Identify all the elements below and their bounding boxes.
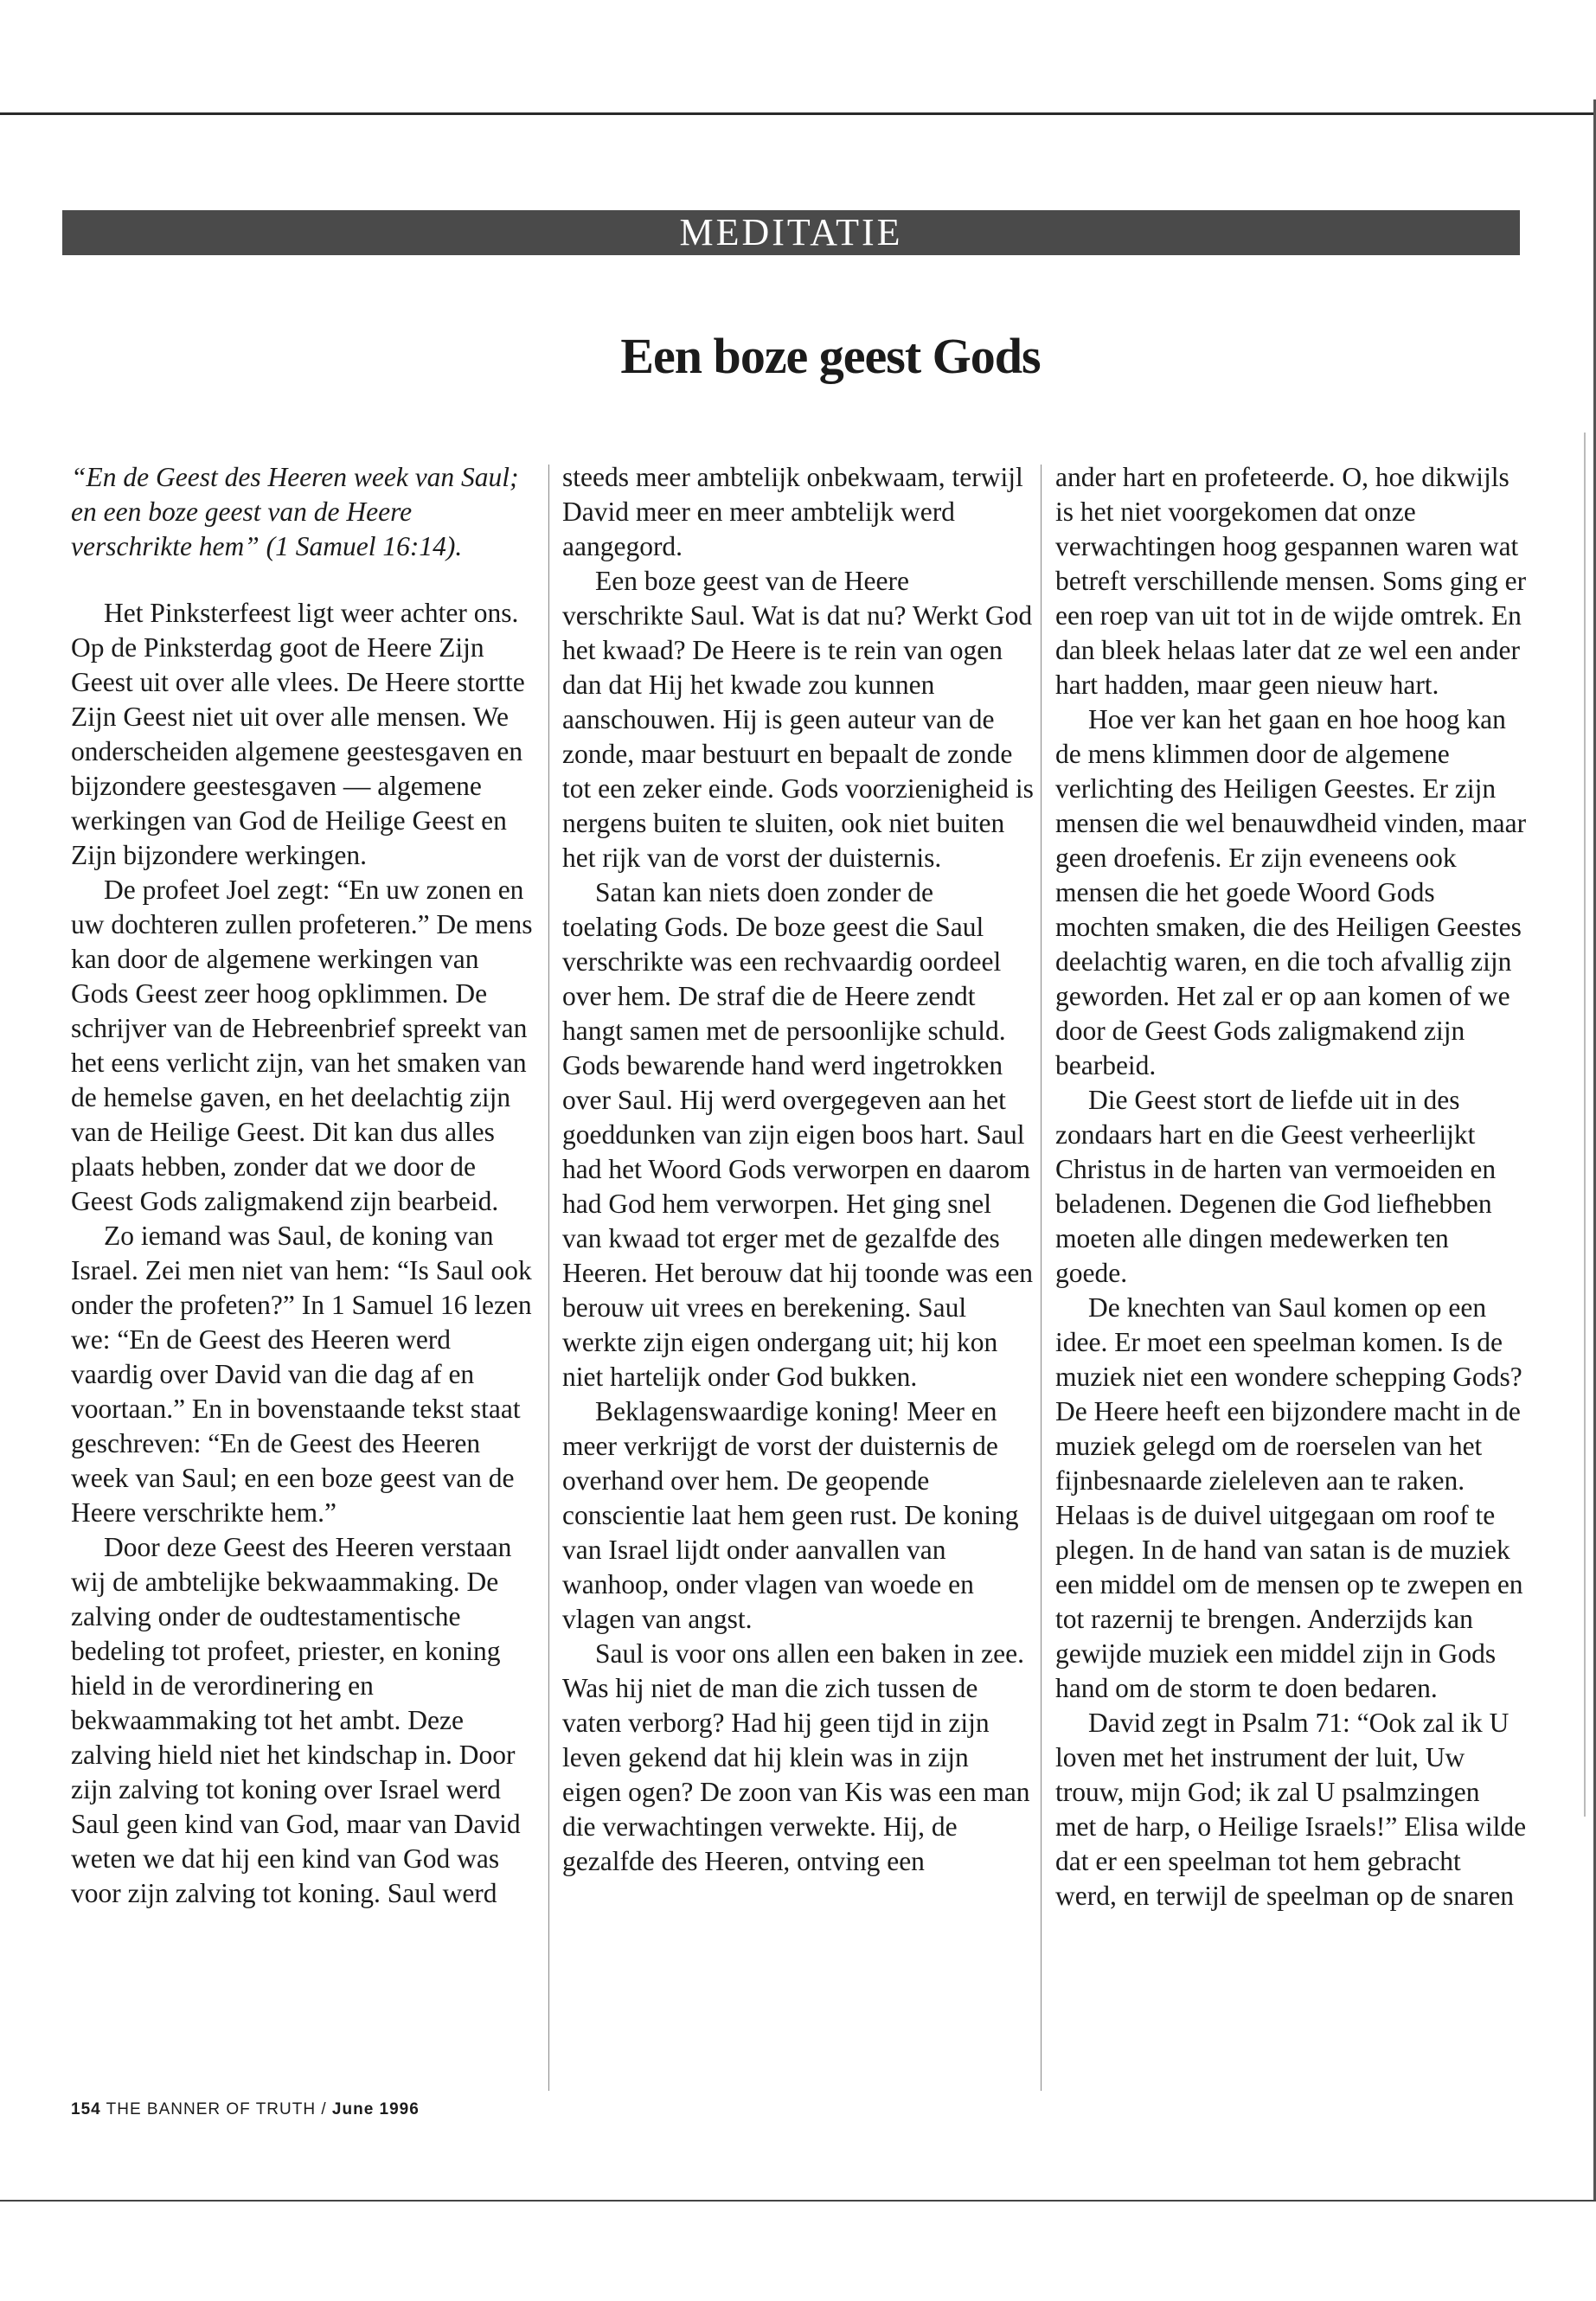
paragraph: Het Pinksterfeest ligt weer achter ons. Op de Pinksterdag goot de Heere Zijn Geest uit over alle vlees. De Heere stortte Zijn Geest niet uit over alle mensen. We onderscheiden algemene geestesgaven en bijzondere geestesgaven — algemene werkingen van God de Heilige Geest en Zijn bijzondere werkingen. — [71, 598, 525, 870]
bottom-rule — [0, 2200, 1596, 2202]
column-2 — [562, 460, 1034, 1879]
paragraph: Satan kan niets doen zonder de toelating Gods. De boze geest die Saul verschrikte was een rechvaardig oordeel over hem. De straf die de Heere zendt hangt samen met de persoonlijke schuld. Gods bewarende hand werd ingetrokken over Saul. Hij werd overgegeven aan het goeddunken van zijn eigen boos hart. Saul had het Woord Gods verworpen en daarom had God hem verworpen. Het ging snel van kwaad tot erger met de gezalfde des Heeren. Het berouw dat hij toonde was een berouw uit vrees en berekening. Saul werkte zijn eigen ondergang uit; hij kon niet hartelijk onder God bukken. — [562, 877, 1034, 1392]
paragraph: Hoe ver kan het gaan en hoe hoog kan de mens klimmen door de algemene verlichting des Heiligen Geestes. Er zijn mensen die wel benauwdheid vinden, maar geen droefenis. Er zijn eveneens ook mensen die het goede Woord Gods mochten smaken, die des Heiligen Geestes deelachtig waren, en die toch afvallig zijn geworden. Het zal er op aan komen of we door de Geest Gods zaligmakend zijn bearbeid. — [1055, 704, 1527, 1080]
column-1 — [71, 460, 538, 1911]
paragraph: David zegt in Psalm 71: “Ook zal ik U loven met het instrument der luit, Uw trouw, mijn God; ik zal U psalmzingen met de harp, o Heilige Israels!” Elisa wilde dat er een speelman tot hem gebracht werd, en terwijl de speelman op de snaren — [1055, 1708, 1527, 1911]
scripture-quote: “En de Geest des Heeren week van Saul; en een boze geest van de Heere verschrikte hem” (1 Samuel 16:14). — [71, 462, 519, 561]
paragraph: Die Geest stort de liefde uit in des zondaars hart en die Geest verheerlijkt Christus in de harten van vermoeiden en beladenen. Degenen die God liefhebben moeten alle dingen medewerken ten goede. — [1055, 1085, 1497, 1288]
column-3 — [1055, 460, 1527, 1913]
column-divider — [1041, 465, 1042, 2091]
paragraph: steeds meer ambtelijk onbekwaam, terwijl David meer en meer ambtelijk werd aangegord. — [562, 462, 1023, 561]
section-header: MEDITATIE — [62, 210, 1520, 255]
paragraph: Zo iemand was Saul, de koning van Israel. Zei men niet van hem: “Is Saul ook onder the profeten?” In 1 Samuel 16 lezen we: “En de Geest des Heeren werd vaardig over David van die dag af en voortaan.” En in bovenstaande tekst staat geschreven: “En de Geest des Heeren week van Saul; en een boze geest van de Heere verschrikte hem.” — [71, 1221, 532, 1528]
paragraph: Door deze Geest des Heeren verstaan wij de ambtelijke bekwaammaking. De zalving onder de oudtestamentische bedeling tot profeet, priester, en koning hield in de verordinering en bekwaammaking tot het ambt. Deze zalving hield niet het kindschap in. Door zijn zalving tot koning over Israel werd Saul geen kind van God, maar van David weten we dat hij een kind van God was voor zijn zalving tot koning. Saul werd — [71, 1532, 521, 1908]
publication-name: THE BANNER OF TRUTH — [106, 2100, 317, 2118]
paragraph: Beklagenswaardige koning! Meer en meer verkrijgt de vorst der duisternis de overhand over hem. De geopende conscientie laat hem geen rust. De koning van Israel lijdt onder aanvallen van wanhoop, onder vlagen van woede en vlagen van angst. — [562, 1396, 1019, 1634]
top-rule — [0, 112, 1596, 115]
page-edge-shadow-inner — [1584, 433, 1586, 1817]
paragraph: De knechten van Saul komen op een idee. Er moet een speelman komen. Is de muziek niet een wondere schepping Gods? De Heere heeft een bijzondere macht in de muziek gelegd om de roerselen van het fijnbesnaarde zieleleven aan te raken. Helaas is de duivel uitgegaan om roof te plegen. In de hand van satan is de muziek een middel om de mensen op te zwepen en tot razernij te brengen. Anderzijds kan gewijde muziek een middel zijn in Gods hand om de storm te doen bedaren. — [1055, 1292, 1523, 1703]
paragraph: Saul is voor ons allen een baken in zee. Was hij niet de man die zich tussen de vaten verborg? Had hij geen tijd in zijn leven gekend dat hij klein was in zijn eigen ogen? De zoon van Kis was een man die verwachtingen verwekte. Hij, de gezalfde des Heeren, ontving een — [562, 1638, 1030, 1876]
issue-date: June 1996 — [331, 2100, 420, 2118]
footer-separator: / — [321, 2100, 327, 2118]
column-divider — [548, 465, 549, 2091]
paragraph: Een boze geest van de Heere verschrikte Saul. Wat is dat nu? Werkt God het kwaad? De Heere is te rein van ogen dan dat Hij het kwade zou kunnen aanschouwen. Hij is geen auteur van de zonde, maar bestuurt en bepaalt de zonde tot een zeker einde. Gods voorzienigheid is nergens buiten te sluiten, ook niet buiten het rijk van de vorst der duisternis. — [562, 566, 1034, 873]
paragraph: ander hart en profeteerde. O, hoe dikwijls is het niet voorgekomen dat onze verwachtingen hoog gespannen waren wat betreft verschillende mensen. Soms ging er een roep van uit tot in de wijde omtrek. En dan bleek helaas later dat ze wel een ander hart hadden, maar geen nieuw hart. — [1055, 462, 1527, 700]
page-footer — [71, 2100, 420, 2119]
article-title: Een boze geest Gods — [620, 328, 1041, 384]
page-number: 154 — [71, 2100, 101, 2118]
paragraph: De profeet Joel zegt: “En uw zonen en uw dochteren zullen profeteren.” De mens kan door de algemene werkingen van Gods Geest zeer hoog opklimmen. De schrijver van de Hebreenbrief spreekt van het eens verlicht zijn, van het smaken van de hemelse gaven, en het deelachtig zijn van de Heilige Geest. Dit kan dus alles plaats hebben, zonder dat we door de Geest Gods zaligmakend zijn bearbeid. — [71, 875, 533, 1216]
